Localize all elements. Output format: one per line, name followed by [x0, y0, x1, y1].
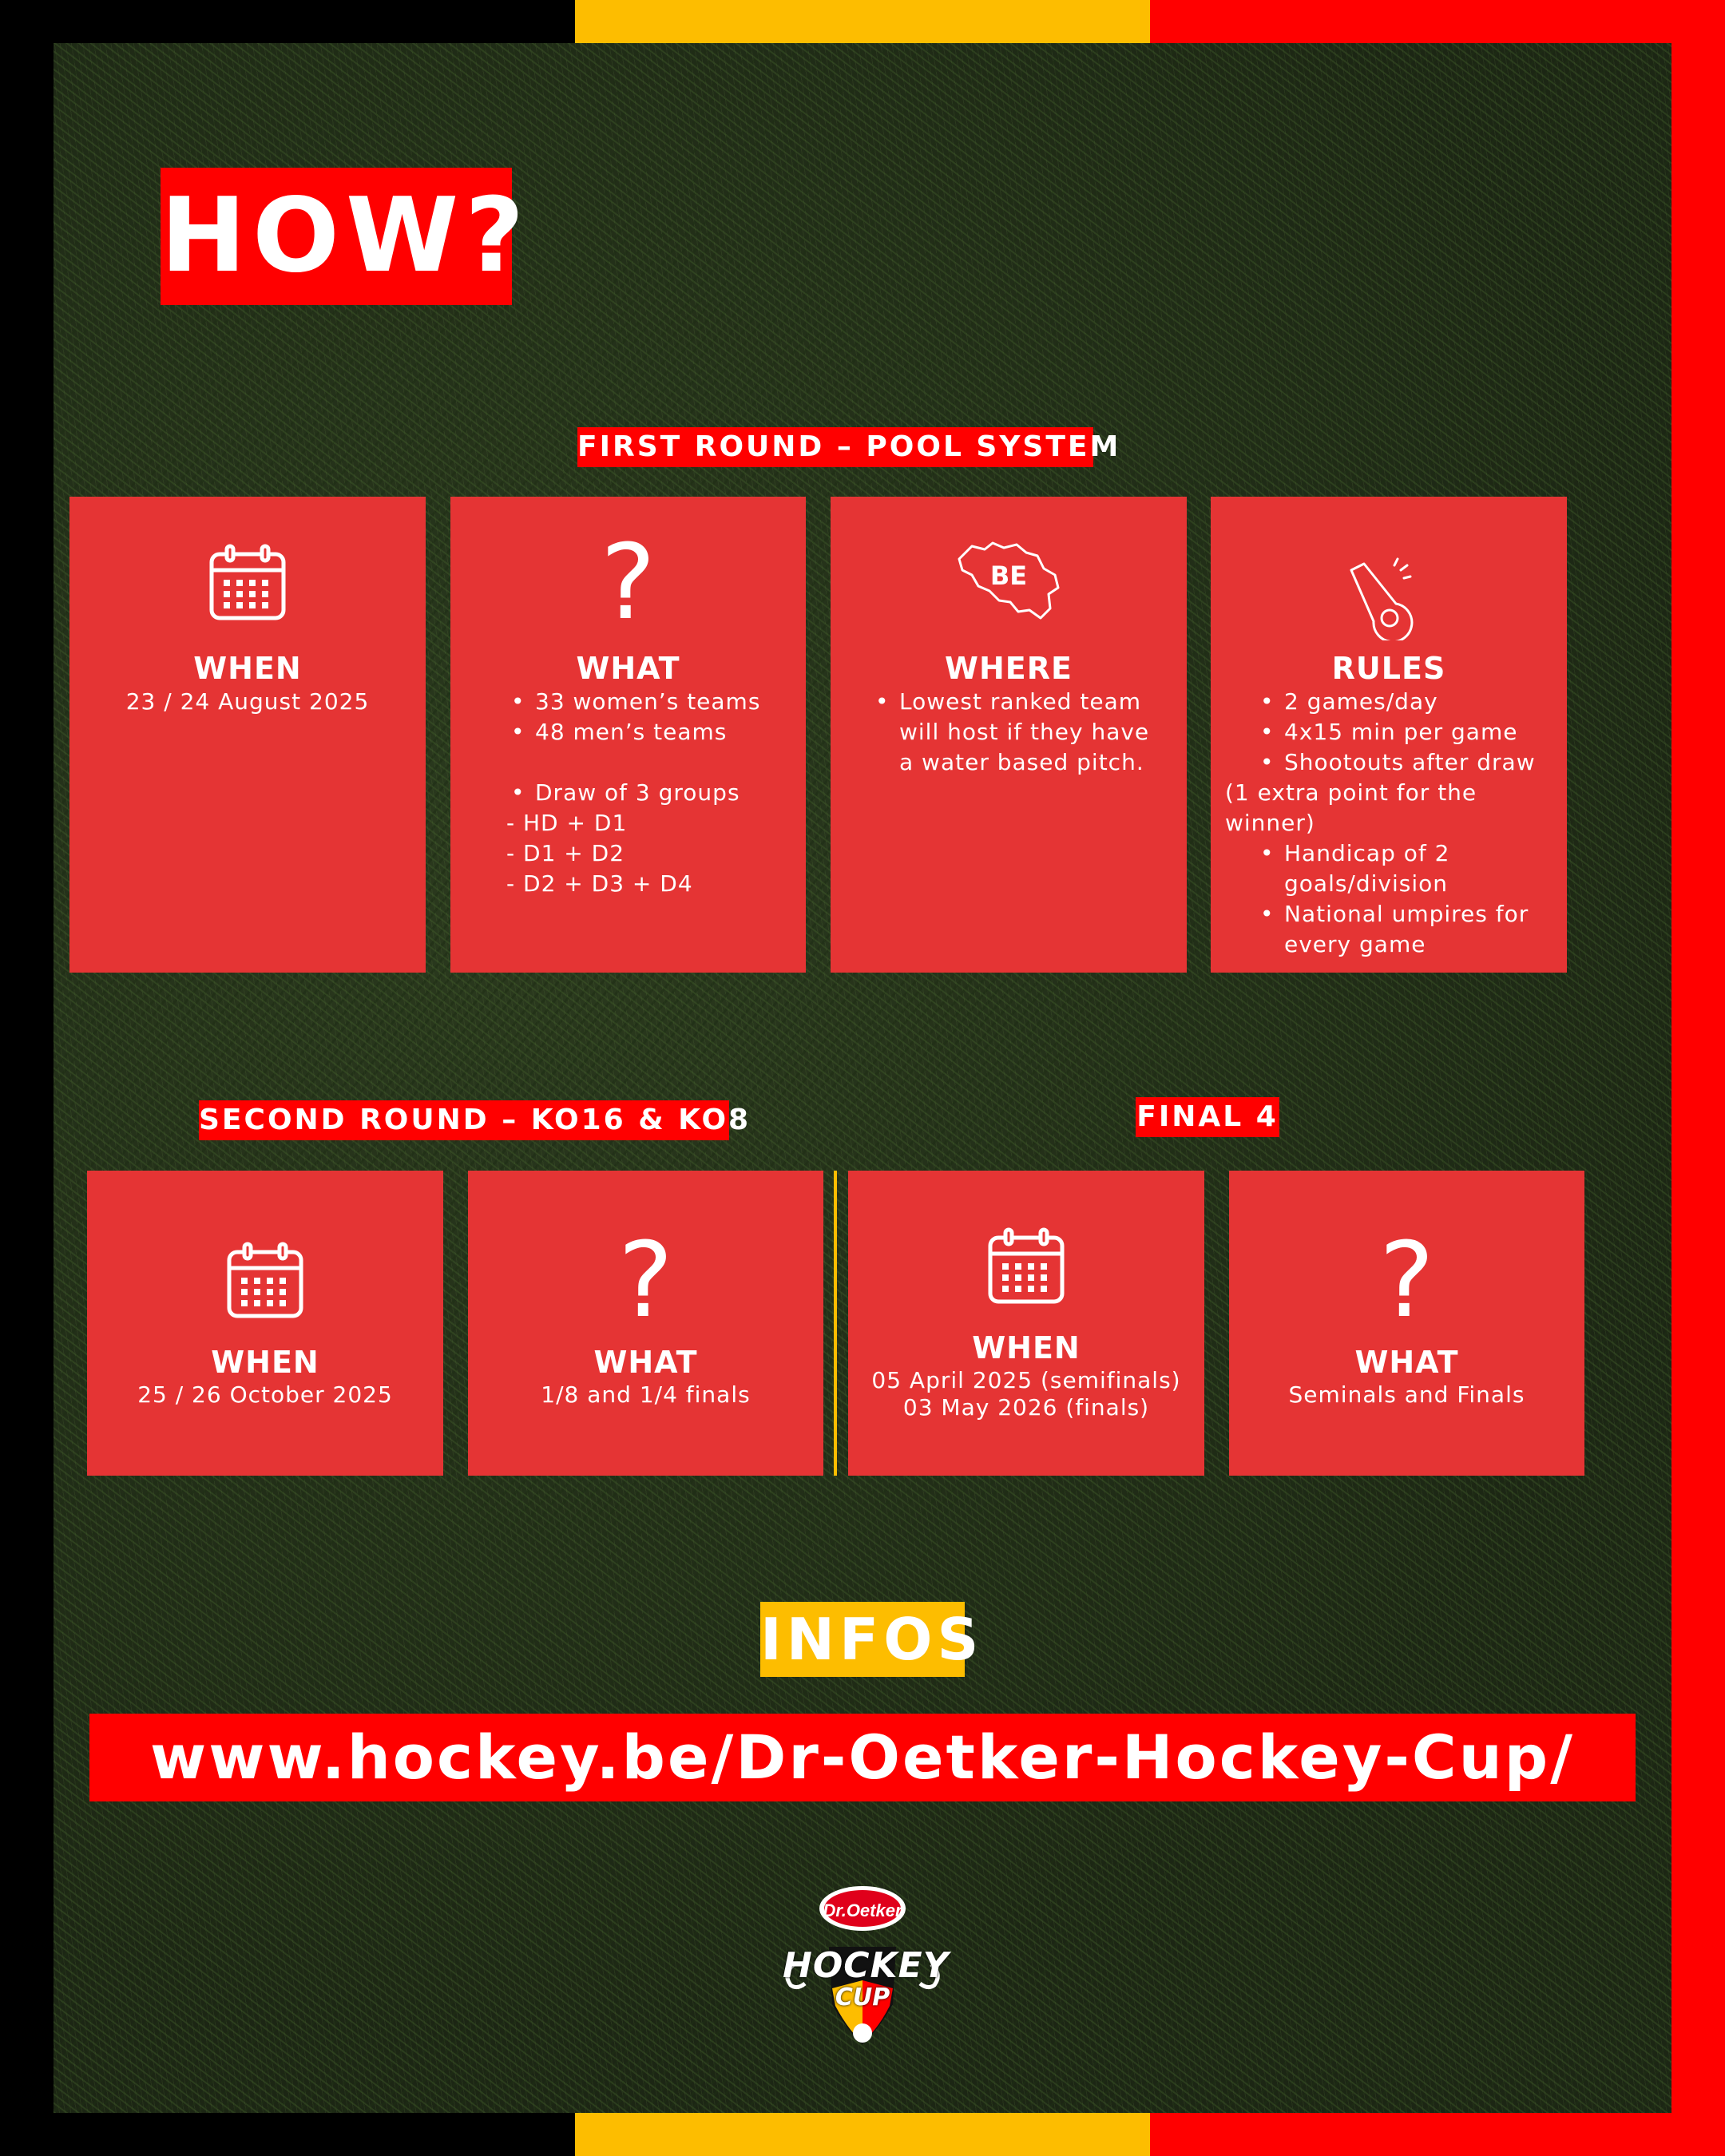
dr-oetker-hockey-cup-logo: [783, 1885, 950, 2052]
where-title: WHERE: [945, 651, 1073, 686]
belgium-badge: BE: [989, 561, 1028, 591]
flag-stripe-yellow-top: [575, 0, 1150, 43]
list-item: • 48 men’s teams: [506, 717, 790, 747]
draw-list: [506, 778, 790, 808]
round2-when-card: [87, 1171, 443, 1476]
flag-stripe-black-top: [0, 0, 575, 43]
list-item: • Handicap of 2 goals/division: [1255, 838, 1551, 899]
final4-what-card: [1229, 1171, 1584, 1476]
calendar-icon: [986, 1227, 1066, 1306]
list-item: • National umpires for every game: [1255, 899, 1551, 960]
flag-stripe-black-bottom: [0, 2113, 575, 2156]
logo-word-cup: CUP: [835, 1984, 890, 2011]
calendar-icon: [208, 543, 288, 623]
info-url-link[interactable]: www.hockey.be/Dr-Oetker-Hockey-Cup/: [89, 1714, 1636, 1801]
group-line: - HD + D1: [506, 810, 628, 836]
flag-stripe-red-bottom: [1150, 2113, 1725, 2156]
border-right-red: [1671, 43, 1725, 2113]
what-title: WHAT: [576, 651, 680, 686]
rules-list: [1255, 687, 1551, 778]
final4-label: FINAL 4: [1136, 1097, 1279, 1137]
where-content: [870, 687, 1168, 778]
what-text: Seminals and Finals: [1288, 1381, 1525, 1408]
infos-label: INFOS: [760, 1602, 965, 1677]
when-line-1: 05 April 2025 (semifinals): [871, 1367, 1181, 1393]
rules-note: (1 extra point for the winner): [1225, 779, 1477, 836]
list-item: • 33 women’s teams: [506, 687, 790, 717]
calendar-icon: [225, 1241, 305, 1321]
round1-rules-card: [1211, 497, 1567, 973]
logo-brand: Dr.Oetker: [823, 1900, 902, 1920]
question-mark-icon: ?: [601, 521, 656, 643]
round2-what-card: [468, 1171, 823, 1476]
group-line: - D1 + D2: [506, 840, 625, 866]
question-mark-icon: ?: [618, 1219, 673, 1341]
first-round-label: FIRST ROUND – POOL SYSTEM: [577, 427, 1093, 467]
round1-when-card: [69, 497, 426, 973]
what-title: WHAT: [1354, 1345, 1459, 1380]
rules-content: [1225, 687, 1551, 960]
when-line-2: 03 May 2026 (finals): [902, 1394, 1150, 1421]
grass-background: [54, 43, 1671, 2113]
where-list: [870, 687, 1168, 778]
when-date: 23 / 24 August 2025: [125, 688, 370, 715]
logo-word-hockey: HOCKEY: [783, 1945, 950, 1986]
flag-stripe-red-top: [1150, 0, 1725, 43]
list-item: • Lowest ranked team will host if they have a water based pitch.: [870, 687, 1168, 778]
round1-where-card: [831, 497, 1187, 973]
rules-list-2: [1255, 838, 1551, 960]
when-date: 25 / 26 October 2025: [137, 1381, 393, 1408]
group-line: - D2 + D3 + D4: [506, 870, 693, 897]
what-content: [506, 687, 790, 899]
list-item: • Draw of 3 groups: [506, 778, 790, 808]
border-left-black: [0, 0, 54, 2156]
when-title: WHEN: [193, 651, 302, 686]
final4-when-card: [848, 1171, 1204, 1476]
section-divider: [834, 1171, 837, 1476]
list-item: • 2 games/day: [1255, 687, 1551, 717]
list-item: • 4x15 min per game: [1255, 717, 1551, 747]
what-text: 1/8 and 1/4 finals: [541, 1381, 751, 1408]
rules-title: RULES: [1331, 651, 1446, 686]
team-list: [506, 687, 790, 747]
what-title: WHAT: [593, 1345, 698, 1380]
round1-what-card: [450, 497, 806, 973]
list-item: • Shootouts after draw: [1255, 747, 1551, 778]
flag-stripe-yellow-bottom: [575, 2113, 1150, 2156]
when-title: WHEN: [211, 1345, 319, 1380]
second-round-label: SECOND ROUND – KO16 & KO8: [199, 1100, 729, 1140]
when-title: WHEN: [972, 1330, 1081, 1365]
page-title: HOW?: [161, 168, 512, 305]
question-mark-icon: ?: [1379, 1219, 1434, 1341]
whistle-icon: [1345, 557, 1433, 640]
